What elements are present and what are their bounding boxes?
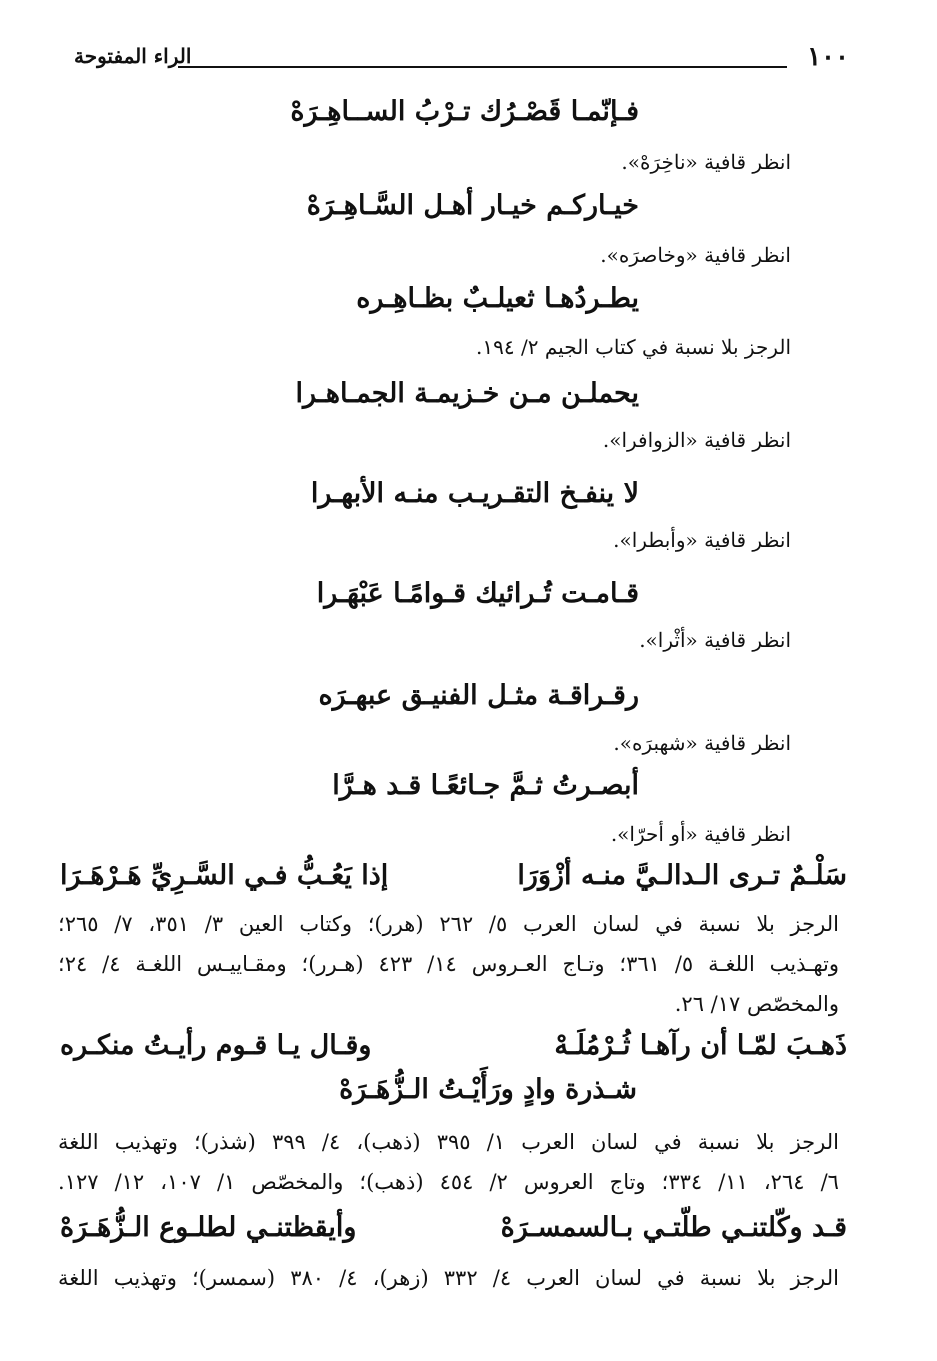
verse-note: انظر قافية «ناخِرَهْ».: [621, 150, 791, 174]
couplet-second-hemistich: إذا يَعُـبُّ فـي السَّـرِيِّ هَـرْهَـرَا: [60, 860, 389, 891]
verse-note: انظر قافية «أثْرا».: [639, 628, 791, 652]
verse-line: قـامـت تُـرائيك قـوامًـا عَبْهَـرا: [316, 578, 639, 609]
couplet: [60, 1030, 847, 1070]
verse-note: انظر قافية «وأبطرا».: [613, 528, 791, 552]
verse-line: فـإنّمـا قَصْـرُك تـرْبُ الســاهِـرَهْ: [290, 96, 639, 127]
verse-line: أبصـرتُ ثـمَّ جـائعًـا قـد هـرَّا: [332, 770, 639, 801]
citation-line: الرجز بلا نسبة في لسان العرب ٥/ ٢٦٢ (هرر)؛ وكتاب العين ٣/ ٣٥١، ٧/ ٢٦٥؛: [58, 912, 839, 936]
verse-line: شـذرة وادٍ ورَأَيْـتُ الـزُّهَـرَهْ: [339, 1074, 637, 1105]
citation-line: وتهـذيب اللغـة ٥/ ٣٦١؛ وتـاج العـروس ١٤/ ٤٢٣ (هـرر)؛ ومقـاييـس اللغـة ٤/ ٢٤؛: [58, 952, 839, 976]
verse-note: انظر قافية «وخاصرَه».: [600, 243, 791, 267]
verse-note: الرجز بلا نسبة في كتاب الجيم ٢/ ١٩٤.: [476, 335, 791, 359]
page-number: ١٠٠: [807, 42, 849, 72]
citation-line: الرجز بلا نسبة في لسان العرب ٤/ ٣٣٢ (زهر)، ٤/ ٣٨٠ (سمسر)؛ وتهذيب اللغة: [58, 1266, 839, 1290]
citation-line: ٦/ ٢٦٤، ١١/ ٣٣٤؛ وتاج العروس ٢/ ٤٥٤ (ذهب)؛ والمخصّص ١/ ١٠٧، ١٢/ ١٢٧.: [58, 1170, 839, 1194]
citation-line: الرجز بلا نسبة في لسان العرب ١/ ٣٩٥ (ذهب)، ٤/ ٣٩٩ (شذر)؛ وتهذيب اللغة: [58, 1130, 839, 1154]
verse-line: يحملـن مـن خـزيمـة الجمـاهـرا: [295, 378, 639, 409]
verse-note: انظر قافية «الزوافرا».: [602, 428, 791, 452]
couplet-first-hemistich: ذَهـبَ لمّـا أن رآهـا ثُـرْمُلَـهْ: [554, 1030, 847, 1061]
couplet-first-hemistich: سَلْـمٌ تـرى الـدالـيَّ منـه أزْوَرَا: [517, 860, 847, 891]
verse-line: رقـراقـة مثـل الفنيـق عبهـرَه: [318, 680, 639, 711]
header-rule: [178, 66, 787, 68]
citation-line: والمخصّص ١٧/ ٢٦.: [674, 992, 839, 1016]
verse-line: خيـاركـم خيـار أهـل السَّـاهِـرَهْ: [306, 190, 639, 221]
citation-paragraph: [58, 904, 839, 1024]
citation-paragraph: [58, 1258, 839, 1298]
couplet: [60, 1212, 847, 1252]
verse-note: انظر قافية «شهبرَه».: [613, 731, 791, 755]
couplet-second-hemistich: وأيقظتنـي لطلـوع الـزُّهَـرَهْ: [60, 1212, 357, 1243]
couplet-first-hemistich: قـد وكّلتنـي طلّتـي بـالسمسـرَهْ: [500, 1212, 847, 1243]
section-title: الراء المفتوحة: [74, 44, 192, 68]
couplet: [60, 860, 847, 900]
verse-line: يطـردُهـا ثعيلـبٌ بظـاهِـره: [356, 283, 639, 314]
couplet-second-hemistich: وقـال يـا قـوم رأيـتُ منكـره: [60, 1030, 372, 1061]
verse-line: لا ينفـخ التقـريـب منـه الأبهـرا: [310, 478, 639, 509]
citation-paragraph: [58, 1122, 839, 1202]
verse-note: انظر قافية «أو أحرّا».: [610, 822, 791, 846]
